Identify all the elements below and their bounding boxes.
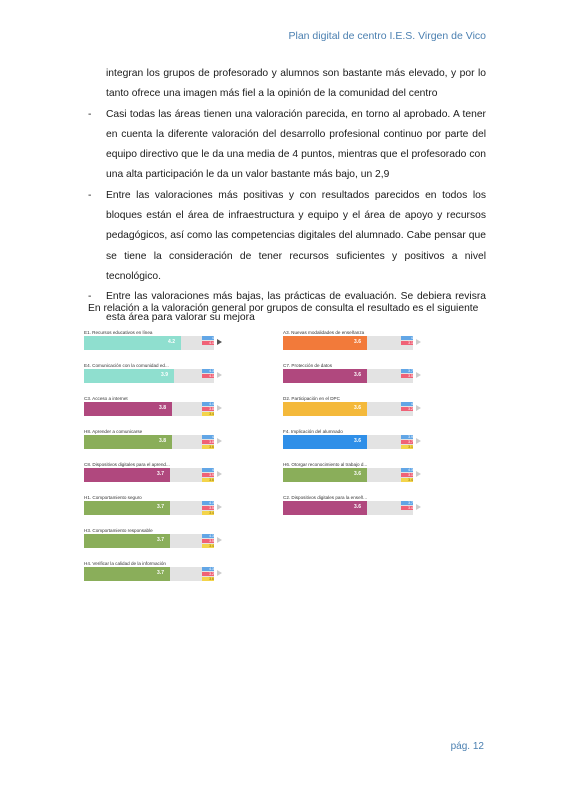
category-label: H1. Comportamiento seguro — [84, 495, 142, 500]
group-breakdown — [401, 336, 413, 346]
chart-item — [283, 363, 433, 396]
bar-track — [283, 369, 413, 383]
group-bar-mark: 4.1 — [202, 374, 214, 378]
chart-item — [84, 528, 234, 561]
category-label: C2. Dispositivos digitales para la enseñ... — [283, 495, 368, 500]
expand-arrow-icon[interactable] — [217, 537, 222, 543]
category-label: C8. Dispositivos digitales para el aprend... — [84, 462, 170, 467]
bar-mark — [84, 567, 170, 581]
chart-item — [283, 495, 433, 528]
expand-arrow-icon[interactable] — [416, 504, 421, 510]
bar-mark — [84, 336, 181, 350]
bar-mark — [84, 369, 174, 383]
bar-mark — [283, 501, 367, 515]
group-bar-mark: 3.6 — [202, 445, 214, 449]
bar-value-label: 3.7 — [157, 570, 164, 576]
continuation-paragraph: integran los grupos de profesorado y alumnos son bastante más elevado, y por lo tanto ofrece una imagen más fiel a la opinión de la comunidad del centro — [106, 68, 486, 100]
group-bar-mark: 4 — [401, 336, 413, 340]
group-breakdown — [202, 336, 214, 346]
group-breakdown — [202, 402, 214, 417]
category-label: E4. Comunicación con la comunidad ed... — [84, 363, 169, 368]
group-bar-mark: 3.2 — [202, 572, 214, 576]
group-breakdown — [401, 435, 413, 450]
bar-track — [84, 534, 214, 548]
chart-item — [283, 396, 433, 429]
bullet-item: - Casi todas las áreas tienen una valoración parecida, en torno al aprobado. A tener en cuenta la diferente valoración del desarrollo profesional continuo por parte del equipo directivo que le da una media de 4 puntos, mientras que el profesorado con una alta participación le da un valor bastante más bajo, un 2,9 — [88, 105, 486, 186]
group-bar-mark: 3.7 — [401, 440, 413, 444]
bar-track — [283, 501, 413, 515]
group-bar-mark: 4.3 — [401, 468, 413, 472]
group-bar-mark: 3.4 — [202, 511, 214, 515]
bullet-list — [88, 105, 486, 328]
group-bar-mark: 3.4 — [401, 506, 413, 510]
group-bar-mark: 3.5 — [202, 506, 214, 510]
group-breakdown — [202, 534, 214, 549]
group-bar-mark: 3.5 — [401, 374, 413, 378]
bullet-item: - Entre las valoraciones más positivas y con resultados parecidos en todos los bloques están el área de infraestructura y equipo y el área de apoyo y recursos pedagógicos, así como las competencias digitales del alumnado. Cabe pensar que se tiene la consideración de tener recursos suficientes y positivos a nivel tecnológico. — [88, 186, 486, 287]
bar-mark — [84, 435, 172, 449]
page-number: pág. 12 — [450, 741, 484, 752]
group-bar-mark: 4 — [202, 468, 214, 472]
bar-mark — [283, 336, 367, 350]
bar-value-label: 4.2 — [168, 339, 175, 345]
chart-item — [283, 330, 433, 363]
expand-arrow-icon[interactable] — [416, 471, 421, 477]
page-header: Plan digital de centro I.E.S. Virgen de Vico — [288, 30, 486, 42]
bullet-item: - Entre las valoraciones más bajas, las prácticas de evaluación. Se debiera revisra esta área para valorar su mejora — [88, 287, 486, 328]
chart-intro: En relación a la valoración general por grupos de consulta el resultado es el siguiente — [88, 303, 479, 314]
group-bar-mark: 3.1 — [401, 341, 413, 345]
group-bar-mark: 3.6 — [202, 478, 214, 482]
group-bar-mark: 3.7 — [401, 369, 413, 373]
chart-item — [84, 396, 234, 429]
bar-value-label: 3.6 — [354, 504, 361, 510]
group-bar-mark: 4.3 — [202, 567, 214, 571]
chart-item — [84, 330, 234, 363]
group-breakdown — [202, 435, 214, 450]
group-bar-mark: 3.7 — [401, 501, 413, 505]
bar-value-label: 3.7 — [157, 504, 164, 510]
category-label: C3. Acceso a internet — [84, 396, 128, 401]
group-bar-mark: 4.3 — [202, 369, 214, 373]
group-bar-mark: 3.1 — [401, 445, 413, 449]
bar-value-label: 3.7 — [157, 471, 164, 477]
expand-arrow-icon[interactable] — [416, 339, 421, 345]
group-breakdown — [202, 468, 214, 483]
expand-arrow-icon[interactable] — [416, 405, 421, 411]
category-label: H4. Verificar la calidad de la información — [84, 561, 166, 566]
category-label: H8. Aprender a comunicarse — [84, 429, 143, 434]
bar-value-label: 3.6 — [354, 339, 361, 345]
bar-track — [84, 567, 214, 581]
bar-track — [283, 336, 413, 350]
group-bar-mark: 3.6 — [202, 577, 214, 581]
bar-value-label: 3.9 — [161, 372, 168, 378]
expand-arrow-icon[interactable] — [217, 570, 222, 576]
category-label: H6. Otorgar reconocimiento al trabajo d... — [283, 462, 368, 467]
chart-item — [283, 462, 433, 495]
group-breakdown — [401, 501, 413, 511]
bar-value-label: 3.7 — [157, 537, 164, 543]
group-bar-mark: 3.8 — [202, 407, 214, 411]
bar-mark — [283, 435, 367, 449]
group-bar-mark: 4 — [202, 336, 214, 340]
bar-track — [84, 468, 214, 482]
group-bar-mark: 3.5 — [202, 539, 214, 543]
group-bar-mark: 3.9 — [401, 435, 413, 439]
bar-track — [84, 402, 214, 416]
chart-item — [84, 429, 234, 462]
group-bar-mark: 3.4 — [202, 412, 214, 416]
group-bar-mark: 4.4 — [202, 402, 214, 406]
bar-track — [283, 402, 413, 416]
bar-mark — [84, 534, 170, 548]
body-text — [88, 64, 486, 328]
expand-arrow-icon[interactable] — [217, 339, 222, 345]
category-label: D2. Participación en el DPC — [283, 396, 340, 401]
group-bar-mark: 3.9 — [202, 473, 214, 477]
bar-track — [283, 435, 413, 449]
expand-arrow-icon[interactable] — [217, 405, 222, 411]
category-label: A3. Nuevas modalidades de enseñanza — [283, 330, 365, 335]
group-breakdown — [202, 567, 214, 582]
category-label: E1. Recursos educativos en línea — [84, 330, 153, 335]
expand-arrow-icon[interactable] — [217, 372, 222, 378]
group-breakdown — [202, 369, 214, 379]
chart-panel-right — [283, 330, 433, 540]
bar-track — [84, 336, 214, 350]
bar-track — [283, 468, 413, 482]
bar-track — [84, 369, 214, 383]
group-breakdown — [202, 501, 214, 516]
bar-value-label: 3.8 — [159, 405, 166, 411]
bar-mark — [84, 501, 170, 515]
bar-value-label: 3.6 — [354, 405, 361, 411]
bar-track — [84, 501, 214, 515]
expand-arrow-icon[interactable] — [217, 471, 222, 477]
expand-arrow-icon[interactable] — [217, 438, 222, 444]
expand-arrow-icon[interactable] — [217, 504, 222, 510]
bar-mark — [283, 402, 367, 416]
group-bar-mark: 4.3 — [202, 534, 214, 538]
group-bar-mark: 4.4 — [202, 341, 214, 345]
expand-arrow-icon[interactable] — [416, 372, 421, 378]
category-label: F4. Implicación del alumnado — [283, 429, 343, 434]
bar-track — [84, 435, 214, 449]
bar-mark — [283, 369, 367, 383]
group-breakdown — [401, 468, 413, 483]
chart-item — [84, 363, 234, 396]
group-breakdown — [401, 402, 413, 412]
category-label: C7. Protección de datos — [283, 363, 333, 368]
chart-item — [283, 429, 433, 462]
bar-value-label: 3.6 — [354, 471, 361, 477]
group-bar-mark: 3.4 — [401, 478, 413, 482]
group-bar-mark: 3.4 — [202, 544, 214, 548]
bar-value-label: 3.6 — [354, 372, 361, 378]
group-bar-mark: 4 — [202, 435, 214, 439]
chart-item — [84, 561, 234, 594]
category-label: H3. Comportamiento responsable — [84, 528, 153, 533]
chart-panel-left — [84, 330, 234, 581]
group-bar-mark: 4.3 — [202, 501, 214, 505]
group-bar-mark: 4 — [401, 402, 413, 406]
group-bar-mark: 3.1 — [401, 473, 413, 477]
chart-item — [84, 495, 234, 528]
bar-mark — [84, 402, 172, 416]
group-bar-mark: 3.8 — [202, 440, 214, 444]
bar-value-label: 3.8 — [159, 438, 166, 444]
bar-value-label: 3.6 — [354, 438, 361, 444]
bar-mark — [283, 468, 367, 482]
expand-arrow-icon[interactable] — [416, 438, 421, 444]
group-breakdown — [401, 369, 413, 379]
chart-item — [84, 462, 234, 495]
bar-mark — [84, 468, 170, 482]
group-bar-mark: 3.2 — [401, 407, 413, 411]
